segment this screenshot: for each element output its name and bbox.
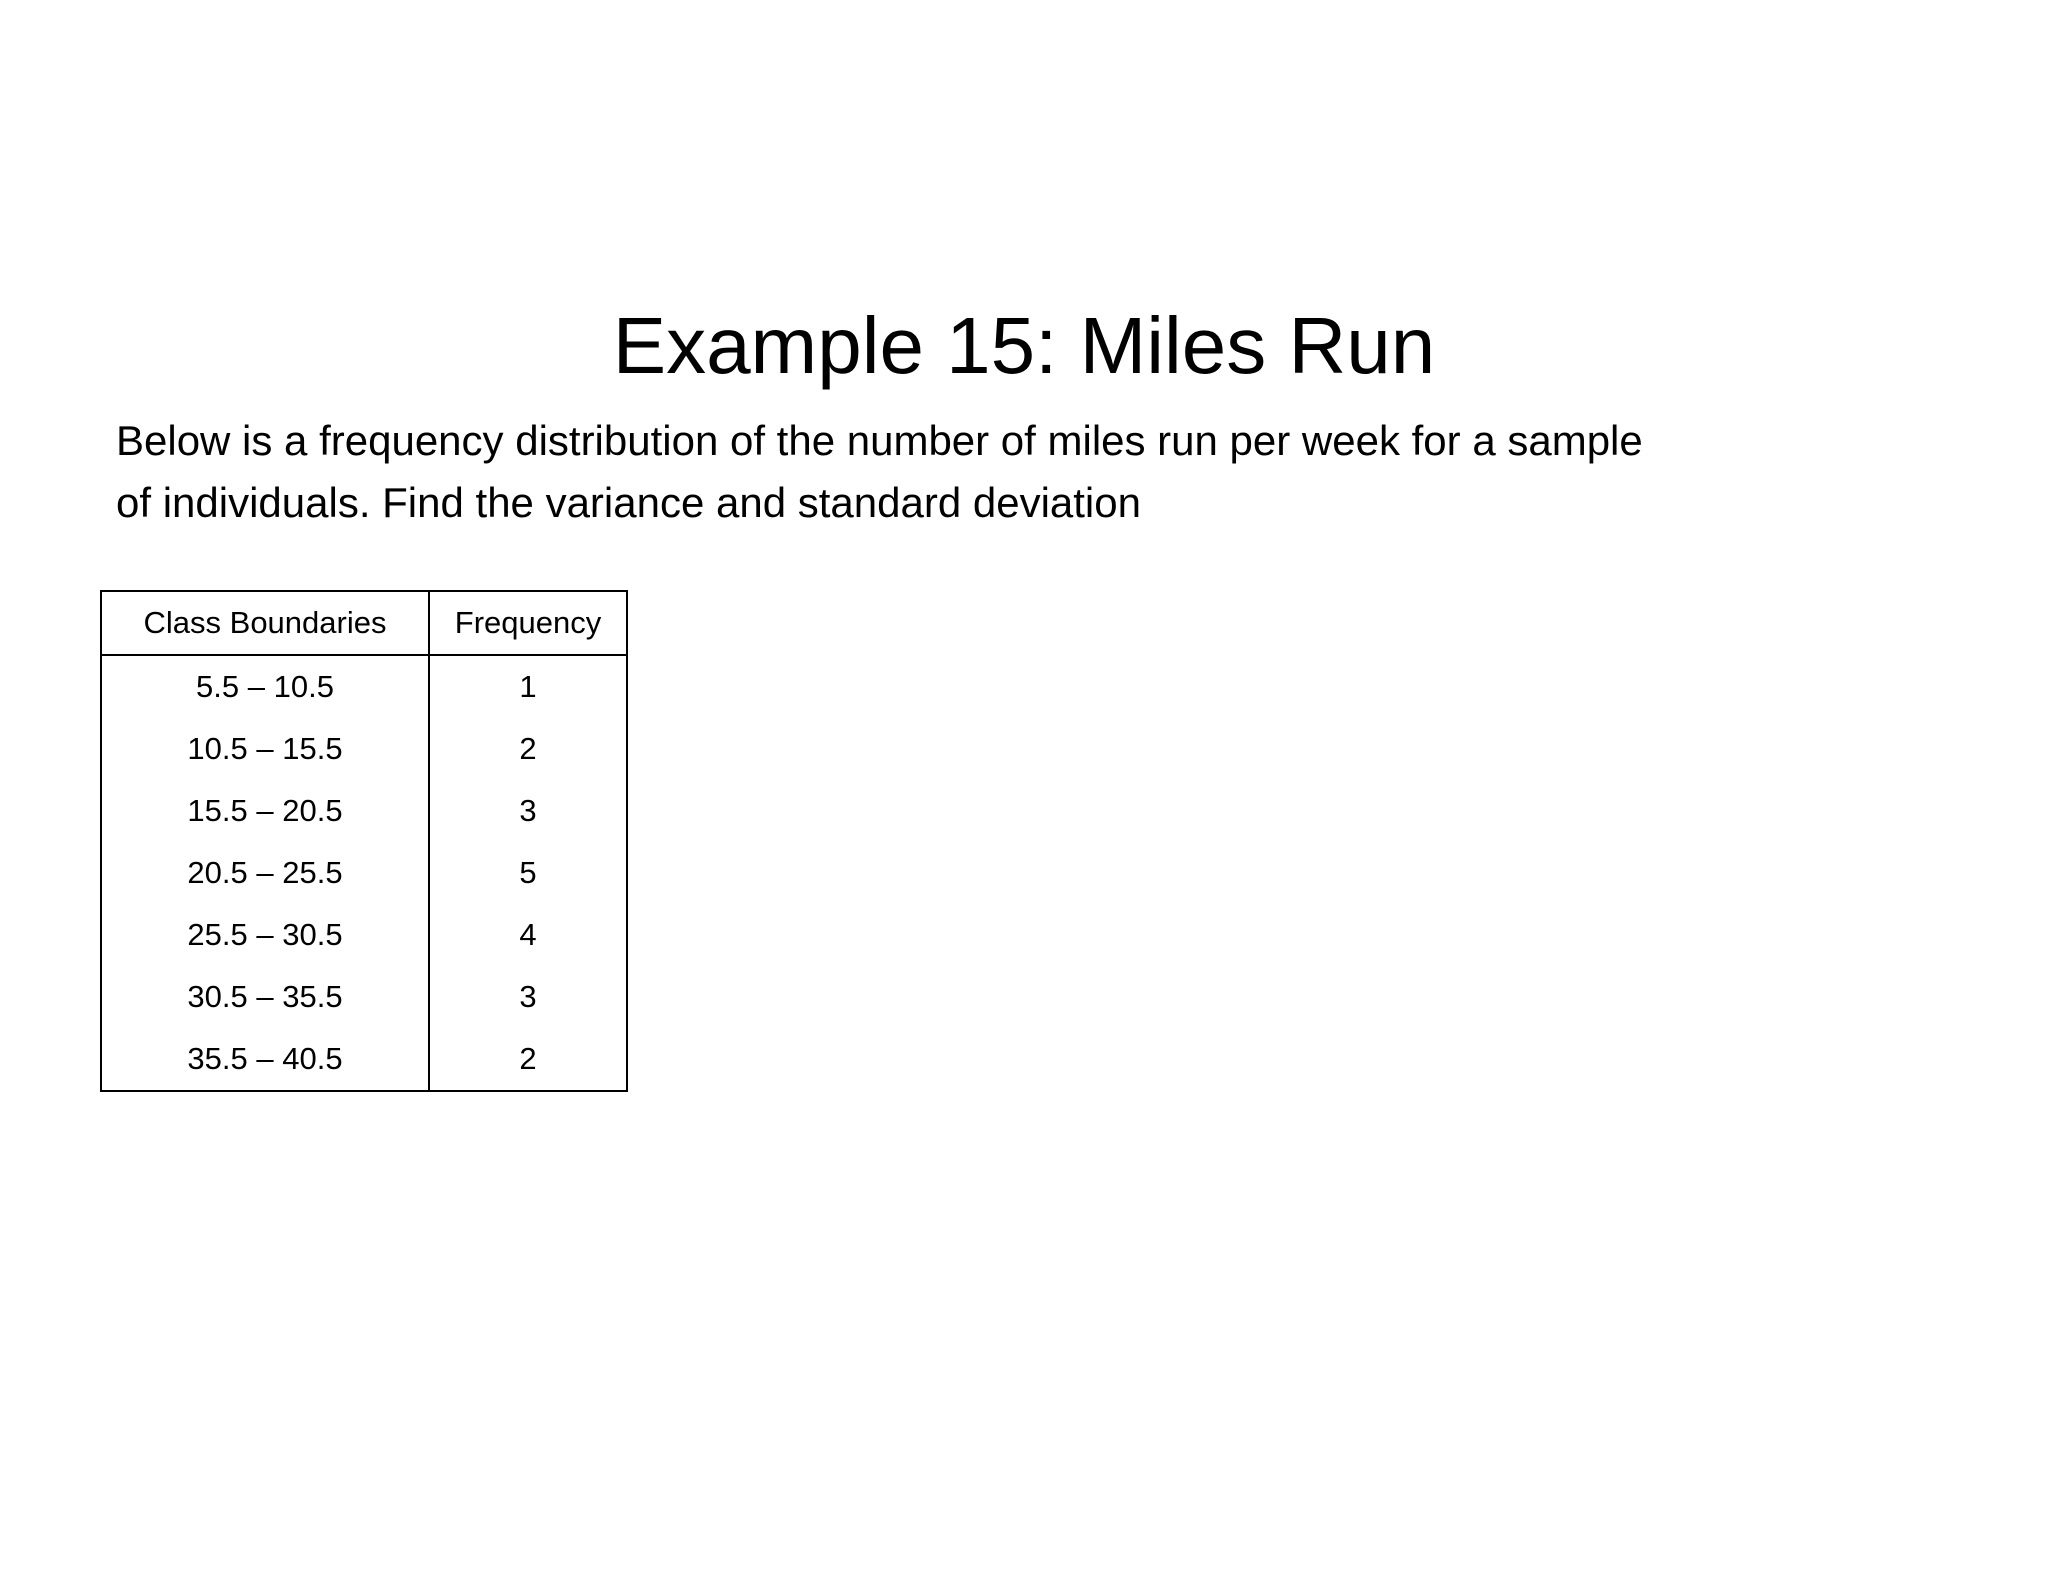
table-row bbox=[101, 904, 627, 966]
frequency-cell: 4 bbox=[429, 904, 627, 966]
table-row bbox=[101, 718, 627, 780]
class-boundaries-cell: 5.5 – 10.5 bbox=[101, 655, 429, 718]
problem-statement-line: of individuals. Find the variance and standard deviation bbox=[116, 479, 1141, 526]
slide-title: Example 15: Miles Run bbox=[612, 301, 1436, 390]
header-frequency: Frequency bbox=[429, 591, 627, 655]
table-row bbox=[101, 1028, 627, 1091]
table-row bbox=[101, 780, 627, 842]
class-boundaries-cell: 15.5 – 20.5 bbox=[101, 780, 429, 842]
table-row bbox=[101, 655, 627, 718]
frequency-cell: 5 bbox=[429, 842, 627, 904]
class-boundaries-cell: 25.5 – 30.5 bbox=[101, 904, 429, 966]
class-boundaries-cell: 20.5 – 25.5 bbox=[101, 842, 429, 904]
frequency-cell: 3 bbox=[429, 966, 627, 1028]
class-boundaries-cell: 35.5 – 40.5 bbox=[101, 1028, 429, 1091]
problem-statement bbox=[116, 410, 1896, 534]
class-boundaries-cell: 10.5 – 15.5 bbox=[101, 718, 429, 780]
frequency-cell: 3 bbox=[429, 780, 627, 842]
frequency-cell: 2 bbox=[429, 1028, 627, 1091]
problem-statement-line: Below is a frequency distribution of the number of miles run per week for a sample bbox=[116, 417, 1643, 464]
class-boundaries-cell: 30.5 – 35.5 bbox=[101, 966, 429, 1028]
frequency-cell: 2 bbox=[429, 718, 627, 780]
table-row bbox=[101, 842, 627, 904]
frequency-distribution-table bbox=[100, 590, 628, 1092]
header-class-boundaries: Class Boundaries bbox=[101, 591, 429, 655]
table-row bbox=[101, 966, 627, 1028]
frequency-cell: 1 bbox=[429, 655, 627, 718]
table-header-row bbox=[101, 591, 627, 655]
